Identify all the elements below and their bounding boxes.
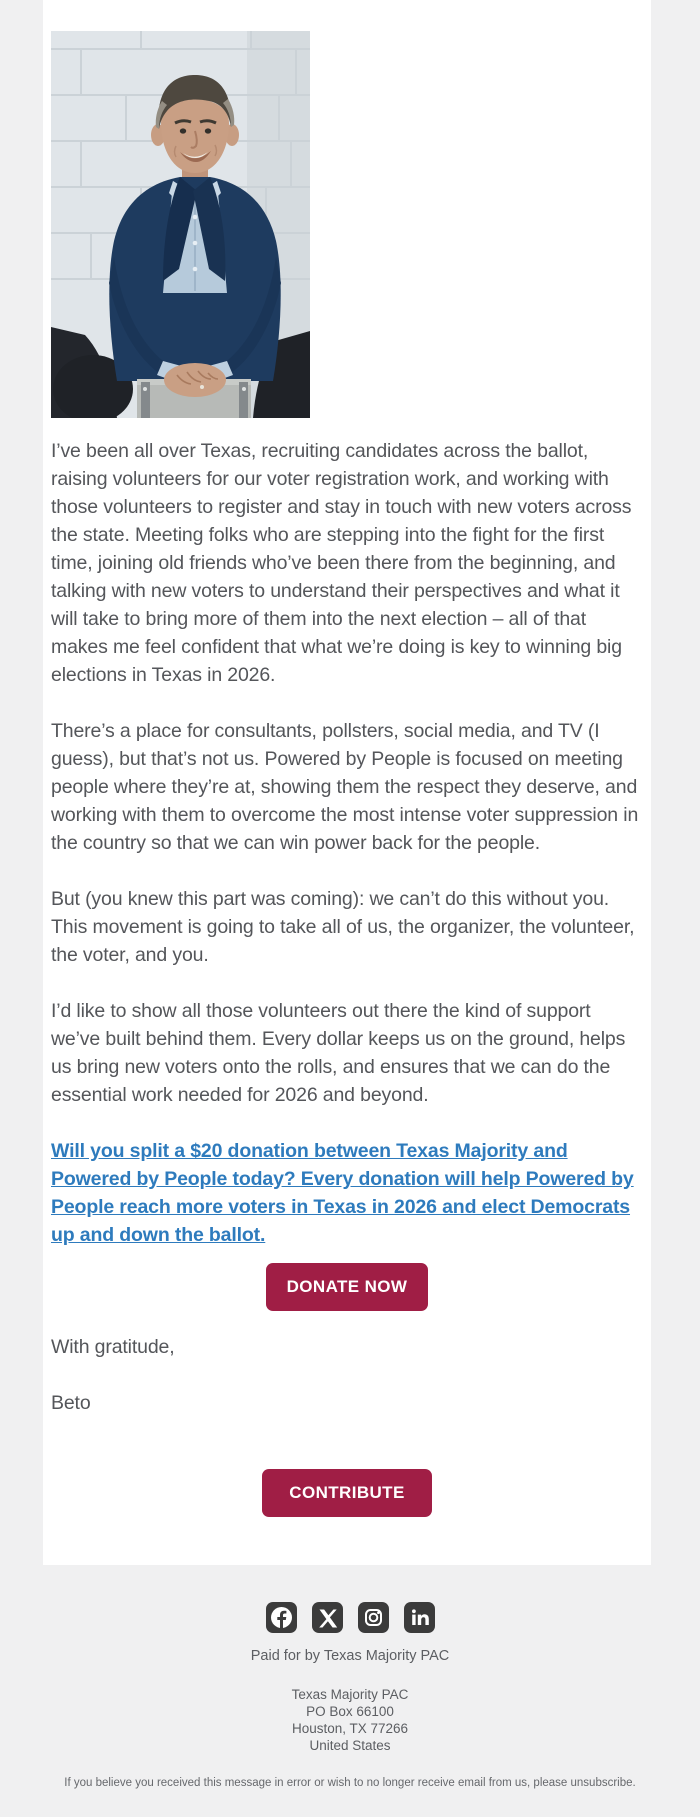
linkedin-icon[interactable]: [404, 1602, 435, 1633]
contribute-button[interactable]: CONTRIBUTE: [262, 1469, 431, 1517]
donate-now-button[interactable]: DONATE NOW: [266, 1263, 429, 1311]
signature-text: Beto: [51, 1392, 91, 1414]
address-line-city: Houston, TX 77266: [291, 1721, 409, 1736]
email-footer: [0, 1565, 700, 1817]
unsubscribe-notice: [60, 1776, 640, 1791]
body-paragraph-2: There’s a place for consultants, pollsters, social media, and TV (I guess), but that’s not us. Powered by People is focused on meeting people where they’re at, showing them the respect they deserve, and working with them to overcome the most intense voter suppression in the country so that we can win power back for the people.: [51, 720, 639, 854]
mailing-address: [0, 1686, 700, 1754]
donation-ask-link[interactable]: Will you split a $20 donation between Texas Majority and Powered by People today? Every donation will help Powered by People reach more voters in Texas in 2026 and elect Democrats up and down the ballot.: [51, 1140, 634, 1246]
paid-for-disclaimer: Paid for by Texas Majority PAC: [250, 1648, 450, 1664]
beto-portrait-illustration: [51, 31, 310, 418]
body-paragraph-3: But (you knew this part was coming): we can’t do this without you. This movement is going to take all of us, the organizer, the volunteer, the voter, and you.: [51, 888, 635, 966]
address-line-org: Texas Majority PAC: [291, 1687, 409, 1702]
x-twitter-icon[interactable]: [312, 1602, 343, 1633]
unsubscribe-text-after: .: [632, 1777, 636, 1789]
facebook-icon[interactable]: [266, 1602, 297, 1633]
email-body-panel: [43, 0, 651, 1565]
unsubscribe-link[interactable]: unsubscribe: [570, 1777, 633, 1789]
instagram-icon[interactable]: [358, 1602, 389, 1633]
body-paragraph-4: I’d like to show all those volunteers out there the kind of support we’ve built behind them. Every dollar keeps us on the ground, helps us bring new voters onto the rolls, and ensures that we can do the essential work needed for 2026 and beyond.: [51, 1000, 626, 1106]
body-paragraph-1: I’ve been all over Texas, recruiting candidates across the ballot, raising volunteers for our voter registration work, and working with those volunteers to register and stay in touch with new voters across the state. Meeting folks who are stepping into the fight for the first time, joining old friends who’ve been there from the beginning, and talking with new voters to understand their perspectives and what it will take to bring more of them into the next election – all of that makes me feel confident that what we’re doing is key to winning big elections in Texas in 2026.: [51, 440, 632, 686]
unsubscribe-text-before: If you believe you received this message in error or wish to no longer receive email from us, please: [64, 1777, 571, 1789]
address-line-country: United States: [309, 1738, 391, 1753]
address-line-po-box: PO Box 66100: [306, 1704, 394, 1719]
social-icons-row: [0, 1602, 700, 1633]
beto-portrait-photo: [51, 31, 643, 418]
signoff-text: With gratitude,: [51, 1336, 175, 1358]
